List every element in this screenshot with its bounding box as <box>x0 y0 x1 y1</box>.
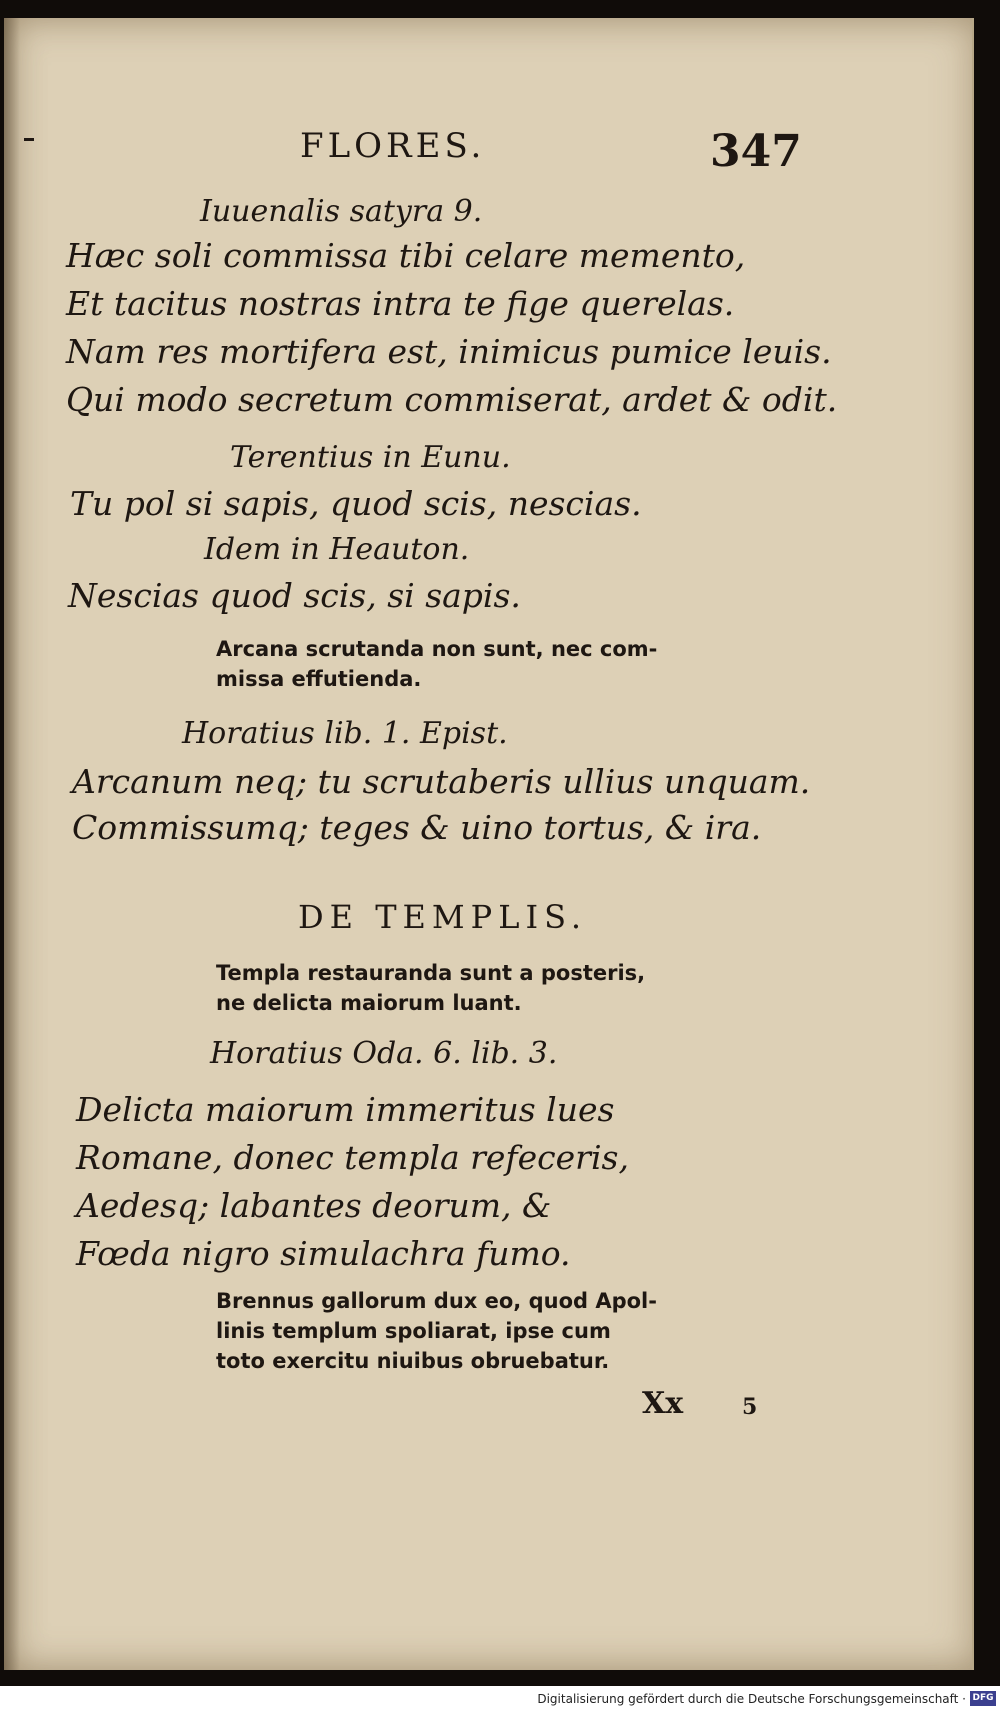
verse-line: Tu pol si sapis, quod scis, nescias. <box>70 484 642 523</box>
section-heading: DE TEMPLIS. <box>298 898 588 936</box>
margin-mark <box>24 138 34 141</box>
credit-text: Digitalisierung gefördert durch die Deutsche Forschungsgemeinschaft · <box>537 1692 966 1706</box>
signature-mark: Xx <box>642 1386 684 1421</box>
verse-line: Hæc soli commissa tibi celare memento, <box>66 236 746 275</box>
page-number: 347 <box>710 126 802 177</box>
source-horace-epist: Horatius lib. 1. Epist. <box>182 716 508 751</box>
verse-line: Qui modo secretum commiserat, ardet & odit. <box>66 380 838 419</box>
book-page <box>4 18 974 1670</box>
verse-line: Nam res mortifera est, inimicus pumice leuis. <box>66 332 832 371</box>
note-line: linis templum spoliarat, ipse cum <box>216 1319 611 1343</box>
source-terence: Terentius in Eunu. <box>230 440 511 475</box>
verse-line: Nescias quod scis, si sapis. <box>68 576 521 615</box>
verse-line: Commissumq; teges & uino tortus, & ira. <box>72 808 762 847</box>
verse-line: Fœda nigro simulachra fumo. <box>76 1234 571 1273</box>
note-line: Templa restauranda sunt a posteris, <box>216 961 646 985</box>
verse-line: Et tacitus nostras intra te fige querelas. <box>66 284 735 323</box>
note-line: Arcana scrutanda non sunt, nec com- <box>216 637 658 661</box>
note-line: toto exercitu niuibus obruebatur. <box>216 1349 610 1373</box>
source-heauton: Idem in Heauton. <box>204 532 470 567</box>
verse-line: Arcanum neq; tu scrutaberis ullius unquam. <box>72 762 811 801</box>
source-juvenal: Iuuenalis satyra 9. <box>200 194 483 229</box>
verse-line: Aedesq; labantes deorum, & <box>76 1186 552 1225</box>
verse-line: Delicta maiorum immeritus lues <box>76 1090 615 1129</box>
running-head: FLORES. <box>300 126 486 166</box>
note-line: Brennus gallorum dux eo, quod Apol- <box>216 1289 657 1313</box>
verse-line: Romane, donec templa refeceris, <box>76 1138 629 1177</box>
note-line: missa effutienda. <box>216 667 422 691</box>
note-line: ne delicta maiorum luant. <box>216 991 522 1015</box>
catchword: 5 <box>742 1394 758 1420</box>
spine-shadow <box>4 18 20 1670</box>
credit-bar <box>0 1686 1000 1715</box>
dfg-logo: DFG <box>970 1691 996 1706</box>
source-horace-oda: Horatius Oda. 6. lib. 3. <box>210 1036 558 1071</box>
